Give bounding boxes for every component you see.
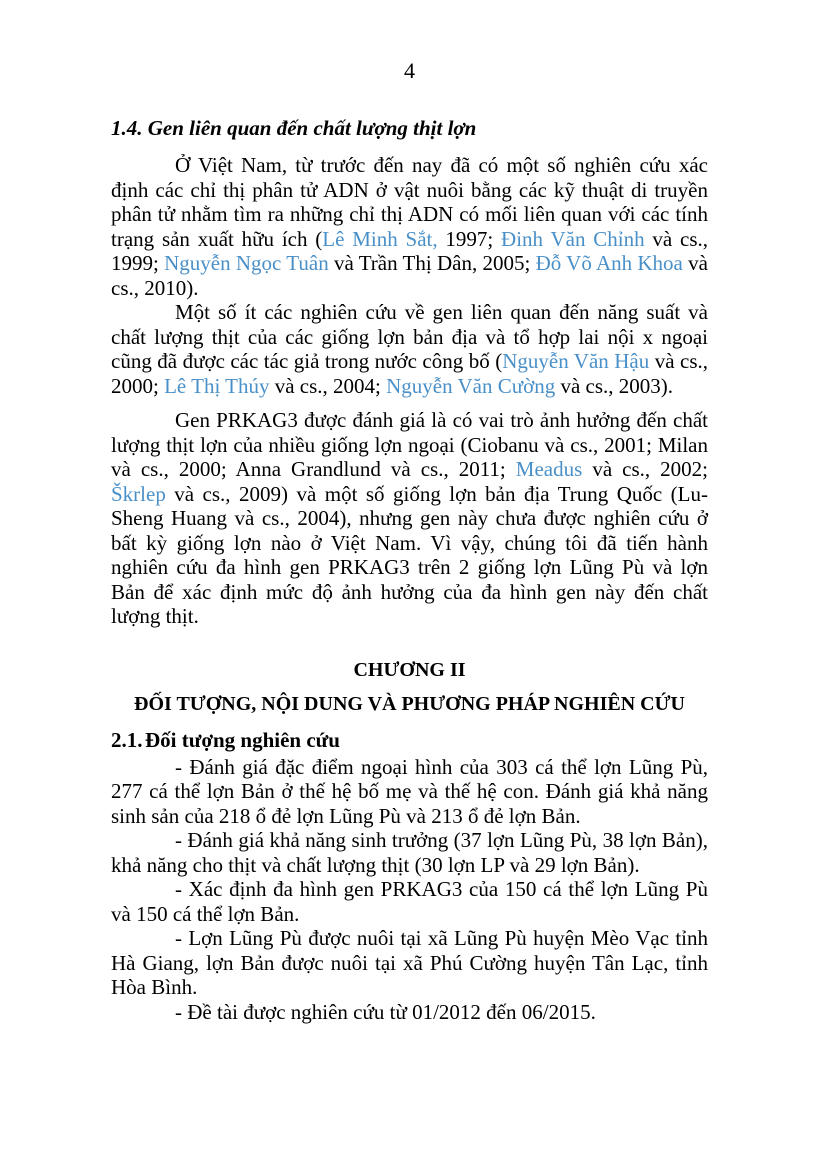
paragraph-2: [111, 300, 708, 398]
citation-link[interactable]: Nguyễn Ngọc Tuân: [164, 251, 329, 275]
page-number: 4: [404, 58, 415, 83]
section-number: 2.1.: [111, 727, 143, 752]
list-item: - Đánh giá khả năng sinh trưởng (37 lợn Lũng Pù, 38 lợn Bản), khả năng cho thịt và chất lượng thịt (30 lợn LP và 29 lợn Bản).: [111, 828, 708, 877]
text-run: và cs., 2004;: [269, 373, 387, 398]
text-run: 1997;: [437, 226, 502, 251]
list-item: - Đánh giá đặc điểm ngoại hình của 303 cá thể lợn Lũng Pù, 277 cá thể lợn Bản ở thế hệ bố mẹ và thế hệ con. Đánh giá khả năng sinh sản của 218 ổ đẻ lợn Lũng Pù và 213 ổ đẻ lợn Bản.: [111, 754, 708, 828]
text-run: Một số ít các nghiên cứu về gen liên quan đến năng suất và chất lượng thịt của các giống lợn bản địa và tổ hợp lai nội x ngoại cũng đã được các tác giả trong nước công bố (: [111, 300, 708, 373]
text-run: và cs., 2003).: [555, 373, 674, 398]
list-item: - Lợn Lũng Pù được nuôi tại xã Lũng Pù huyện Mèo Vạc tỉnh Hà Giang, lợn Bản được nuôi tại xã Phú Cường huyện Tân Lạc, tỉnh Hòa Bình.: [111, 926, 708, 999]
chapter-title: ĐỐI TƯỢNG, NỘI DUNG VÀ PHƯƠNG PHÁP NGHIÊN CỨU: [134, 692, 685, 715]
citation-link[interactable]: Lê Thị Thúy: [164, 373, 270, 398]
text-run: Gen PRKAG3 được đánh giá là có vai trò ảnh hưởng đến chất lượng thịt lợn của nhiều giống lợn ngoại (Ciobanu và cs., 2001; Milan và cs., 2000; Anna Grandlund và cs., 2011;: [111, 408, 708, 481]
text-run: và cs., 1999;: [111, 226, 708, 275]
citation-link[interactable]: Nguyễn Văn Hậu: [502, 349, 650, 373]
citation-link[interactable]: Nguyễn Văn Cường: [386, 373, 556, 398]
citation-link[interactable]: Meadus: [515, 457, 583, 481]
chapter-label: CHƯƠNG II: [353, 658, 466, 681]
section-heading-2-1: [111, 727, 708, 753]
list-item: - Xác định đa hình gen PRKAG3 của 150 cá thể lợn Lũng Pù và 150 cá thể lợn Bản.: [111, 877, 708, 926]
section-title: Đối tượng nghiên cứu: [145, 727, 340, 752]
section-heading-1-4: 1.4. Gen liên quan đến chất lượng thịt lợn: [111, 116, 477, 140]
text-run: Ở Việt Nam, từ trước đến nay đã có một số nghiên cứu xác định các chỉ thị phân tử ADN ở vật nuôi bằng các kỹ thuật di truyền phân tử nhằm tìm ra những chỉ thị ADN có mối liên quan với các tính trạng sản xuất hữu ích (: [111, 153, 708, 251]
citation-link[interactable]: Đỗ Võ Anh Khoa: [535, 251, 683, 275]
page-content: [111, 115, 708, 1024]
paragraph-1: [111, 153, 708, 300]
citation-link[interactable]: Škrlep: [111, 481, 166, 506]
paragraph-3: [111, 408, 708, 629]
list-item: - Đề tài được nghiên cứu từ 01/2012 đến 06/2015.: [175, 999, 596, 1024]
text-run: và Trần Thị Dân, 2005;: [328, 251, 536, 275]
text-run: và cs., 2009) và một số giống lợn bản địa Trung Quốc (Lu-Sheng Huang và cs., 2004), nhưng gen này chưa được nghiên cứu ở bất kỳ giống lợn nào ở Việt Nam. Vì vậy, chúng tôi đã tiến hành nghiên cứu đa hình gen PRKAG3 trên 2 giống lợn Lũng Pù và lợn Bản để xác định mức độ ảnh hưởng của đa hình gen này đến chất lượng thịt.: [111, 481, 708, 628]
text-run: và cs., 2010).: [111, 251, 708, 300]
text-run: và cs., 2000;: [111, 349, 708, 398]
citation-link[interactable]: Lê Minh Sắt,: [322, 226, 438, 251]
citation-link[interactable]: Đinh Văn Chỉnh: [501, 226, 645, 251]
text-run: và cs., 2002;: [582, 457, 708, 481]
